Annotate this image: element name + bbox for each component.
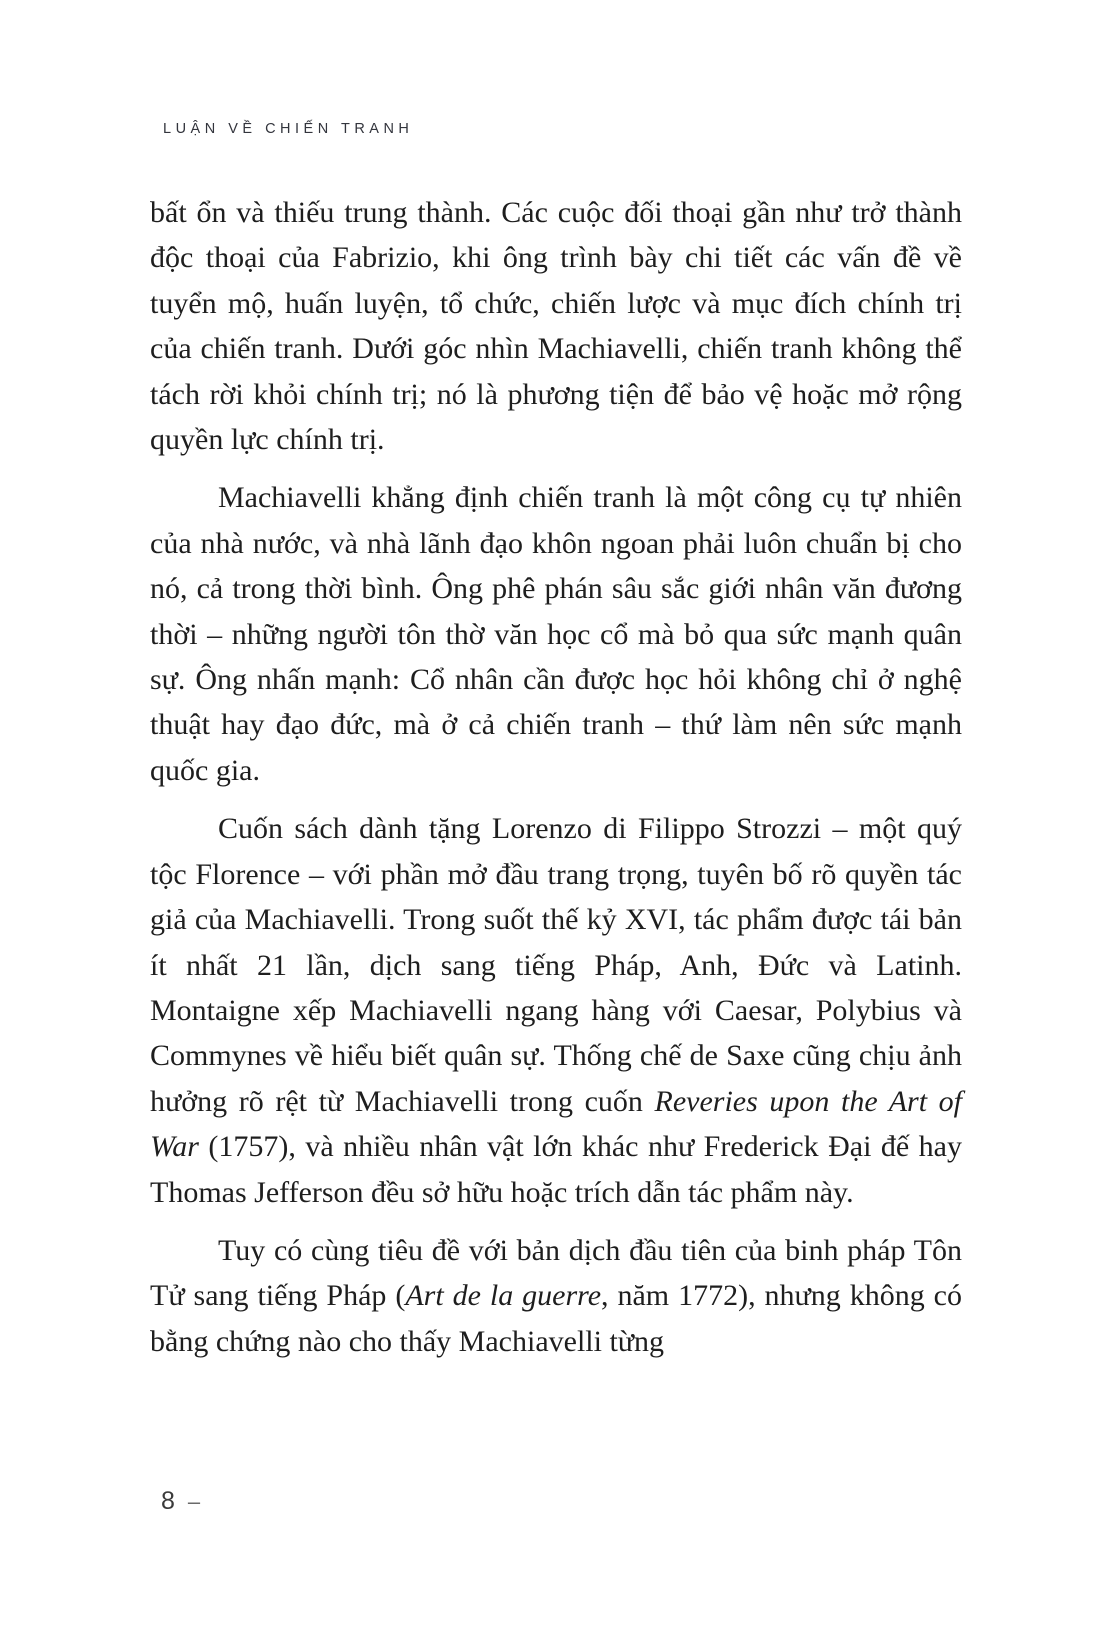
- page-number-dash: –: [187, 1488, 201, 1514]
- paragraph: [150, 190, 962, 462]
- text-run: (1757), và nhiều nhân vật lớn khác như Frederick Đại đế hay Thomas Jefferson đều sở hữu hoặc trích dẫn tác phẩm này.: [150, 1130, 962, 1209]
- italic-text-run: Reveries upon the Art of War: [150, 1084, 962, 1164]
- italic-text-run: Art de la guerre: [405, 1279, 602, 1313]
- paragraph: [150, 1228, 962, 1364]
- text-run: Tuy có cùng tiêu đề với bản dịch đầu tiên của binh pháp Tôn Tử sang tiếng Pháp (: [150, 1233, 962, 1313]
- body-text: [150, 190, 962, 1377]
- running-header: LUẬN VỀ CHIẾN TRANH: [163, 121, 414, 137]
- paragraph: [150, 806, 962, 1215]
- text-run: , năm 1772), nhưng không có bằng chứng nào cho thấy Machiavelli từng: [150, 1279, 962, 1358]
- text-run: Machiavelli khẳng định chiến tranh là một công cụ tự nhiên của nhà nước, và nhà lãnh đạo khôn ngoan phải luôn chuẩn bị cho nó, cả trong thời bình. Ông phê phán sâu sắc giới nhân văn đương thời – những người tôn thờ văn học cổ mà bỏ qua sức mạnh quân sự. Ông nhấn mạnh: Cổ nhân cần được học hỏi không chỉ ở nghệ thuật hay đạo đức, mà ở cả chiến tranh – thứ làm nên sức mạnh quốc gia.: [150, 481, 962, 787]
- paragraph: [150, 475, 962, 793]
- text-run: bất ổn và thiếu trung thành. Các cuộc đối thoại gần như trở thành độc thoại của Fabrizio, khi ông trình bày chi tiết các vấn đề về tuyển mộ, huấn luyện, tổ chức, chiến lược và mục đích chính trị của chiến tranh. Dưới góc nhìn Machiavelli, chiến tranh không thể tách rời khỏi chính trị; nó là phương tiện để bảo vệ hoặc mở rộng quyền lực chính trị.: [150, 196, 962, 457]
- page-footer: [161, 1487, 200, 1516]
- text-run: Cuốn sách dành tặng Lorenzo di Filippo Strozzi – một quý tộc Florence – với phần mở đầu trang trọng, tuyên bố rõ quyền tác giả của Machiavelli. Trong suốt thế kỷ XVI, tác phẩm được tái bản ít nhất 21 lần, dịch sang tiếng Pháp, Anh, Đức và Latinh. Montaigne xếp Machiavelli ngang hàng với Caesar, Polybius và Commynes về hiểu biết quân sự. Thống chế de Saxe cũng chịu ảnh hưởng rõ rệt từ Machiavelli trong cuốn: [150, 812, 962, 1118]
- page-number: 8: [161, 1487, 175, 1515]
